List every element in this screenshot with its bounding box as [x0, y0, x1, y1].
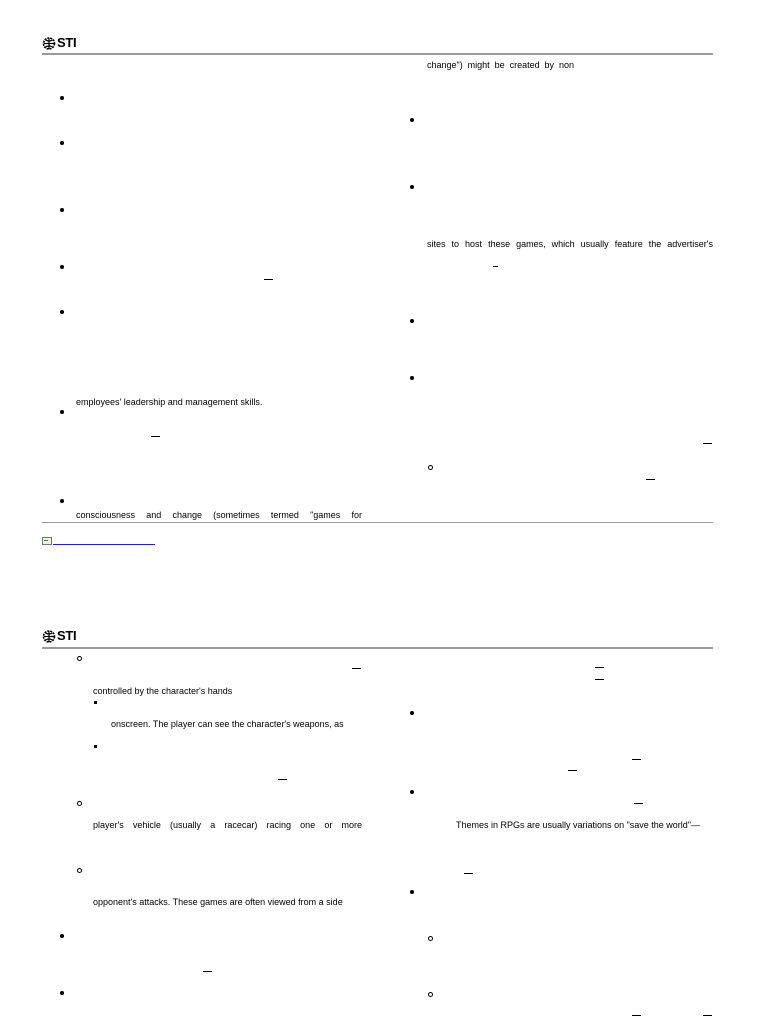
- square-bullet: [94, 701, 97, 704]
- em-dash: [464, 873, 473, 874]
- bullet: [60, 96, 64, 100]
- square-bullet: [94, 745, 97, 748]
- text-line: controlled by the character's hands: [93, 686, 233, 696]
- globe-icon: [42, 630, 56, 643]
- em-dash: [646, 479, 655, 480]
- sub-bullet: [77, 801, 82, 806]
- document-page-2: [0, 512, 768, 1024]
- bullet: [60, 310, 64, 314]
- globe-icon: [42, 37, 56, 50]
- em-dash: [151, 436, 160, 437]
- em-dash: [278, 779, 287, 780]
- sti-logo: [42, 629, 76, 643]
- bullet: [410, 185, 414, 189]
- text-line: opponent's attacks. These games are often viewed from a side: [93, 897, 343, 907]
- text-line: Themes in RPGs are usually variations on "save the world"—: [456, 820, 700, 830]
- em-dash: [595, 667, 604, 668]
- em-dash: [634, 803, 643, 804]
- em-dash: [352, 668, 361, 669]
- text-line: player's vehicle (usually a racecar) racing one or more: [93, 820, 362, 830]
- bullet: [60, 934, 64, 938]
- bullet: [410, 711, 414, 715]
- em-dash: [632, 1015, 641, 1016]
- bullet: [410, 118, 414, 122]
- sub-bullet: [77, 656, 82, 661]
- logo-text: STI: [57, 628, 77, 643]
- bullet: [410, 319, 414, 323]
- em-dash: [595, 679, 604, 680]
- header-rule: [42, 647, 713, 649]
- bullet: [60, 410, 64, 414]
- bullet: [60, 141, 64, 145]
- sub-bullet: [77, 868, 82, 873]
- bullet: [410, 790, 414, 794]
- bullet: [410, 376, 414, 380]
- bullet: [60, 991, 64, 995]
- bullet: [60, 265, 64, 269]
- em-dash: [632, 759, 641, 760]
- logo-text: STI: [57, 35, 77, 50]
- sub-bullet: [428, 465, 433, 470]
- text-line: consciousness and change (sometimes termed "games for: [76, 510, 362, 520]
- text-line: employees' leadership and management skills.: [76, 397, 263, 407]
- em-dash: [203, 971, 212, 972]
- sti-logo: [42, 36, 76, 50]
- sub-bullet: [428, 936, 433, 941]
- text-line: onscreen. The player can see the character's weapons, as: [111, 719, 344, 729]
- text-line: sites to host these games, which usually feature the advertiser's: [427, 239, 713, 249]
- bullet: [60, 208, 64, 212]
- em-dash: [703, 1015, 712, 1016]
- text-line: change") might be created by non: [427, 60, 574, 70]
- bullet: [60, 499, 64, 503]
- em-dash: [703, 443, 712, 444]
- header-rule: [42, 53, 713, 55]
- em-dash: [568, 770, 577, 771]
- bullet: [410, 890, 414, 894]
- sub-bullet: [428, 992, 433, 997]
- em-dash: [493, 266, 498, 267]
- em-dash: [264, 279, 273, 280]
